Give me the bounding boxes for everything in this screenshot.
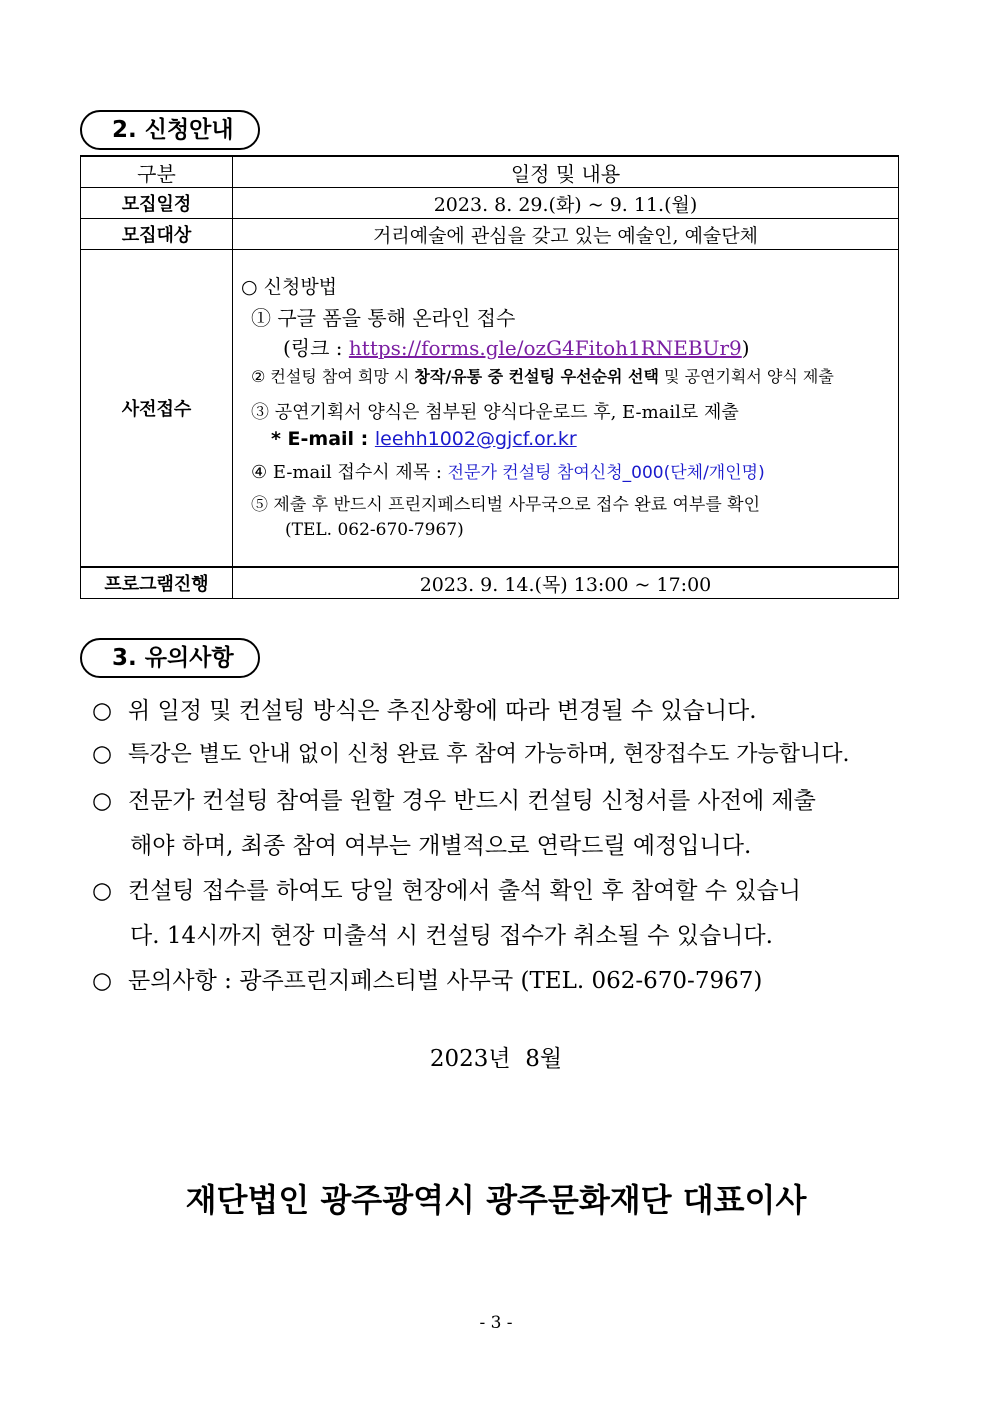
row-label-recruit-target: 모집대상 bbox=[81, 219, 233, 250]
method-item-5-tel: (TEL. 062-670-7967) bbox=[285, 520, 464, 540]
section-3-title bbox=[80, 638, 260, 678]
row-value-recruit-period: 2023. 8. 29.(화) ~ 9. 11.(월) bbox=[233, 188, 899, 219]
row-label-program: 프로그램진행 bbox=[81, 567, 233, 599]
note-text: 특강은 별도 안내 없이 신청 완료 후 참여 가능하며, 현장접수도 가능합니다. bbox=[128, 742, 850, 767]
method-item-1: ① 구글 폼을 통해 온라인 접수 bbox=[251, 306, 516, 330]
item-2-text-b: 및 공연기획서 양식 제출 bbox=[658, 367, 834, 386]
email-line bbox=[271, 428, 577, 450]
item-4-text-a: ④ E-mail 접수시 제목 : bbox=[251, 462, 448, 483]
item-4-subject: 전문가 컨설팅 참여신청_000(단체/개인명) bbox=[447, 463, 765, 483]
note-text-continued: 다. 14시까지 현장 미출석 시 컨설팅 접수가 취소될 수 있습니다. bbox=[130, 923, 773, 949]
bullet-icon: ○ bbox=[92, 968, 113, 994]
method-item-3: ③ 공연기획서 양식은 첨부된 양식다운로드 후, E-mail로 제출 bbox=[251, 402, 739, 423]
note-text: 위 일정 및 컨설팅 방식은 추진상황에 따라 변경될 수 있습니다. bbox=[128, 698, 757, 724]
row-label-recruit-period: 모집일정 bbox=[81, 188, 233, 219]
header-category: 구분 bbox=[81, 156, 233, 188]
method-item-5: ⑤ 제출 후 반드시 프린지페스티벌 사무국으로 접수 완료 여부를 확인 bbox=[251, 495, 761, 515]
table-row bbox=[81, 219, 899, 250]
page-number: - 3 - bbox=[479, 1313, 513, 1333]
table-row bbox=[81, 250, 899, 568]
note-text-continued: 해야 하며, 최종 참여 여부는 개별적으로 연락드릴 예정입니다. bbox=[130, 833, 752, 859]
note-text: 전문가 컨설팅 참여를 원할 경우 반드시 컨설팅 신청서를 사전에 제출 bbox=[128, 788, 816, 814]
application-info-table bbox=[80, 155, 899, 599]
note-item bbox=[92, 737, 849, 768]
header-content: 일정 및 내용 bbox=[233, 156, 899, 188]
note-item bbox=[92, 782, 816, 815]
section-2-title bbox=[80, 110, 260, 150]
row-value-recruit-target: 거리예술에 관심을 갖고 있는 예술인, 예술단체 bbox=[233, 219, 899, 250]
bullet-icon: ○ bbox=[92, 698, 113, 724]
note-text: 컨설팅 접수를 하여도 당일 현장에서 출석 확인 후 참여할 수 있습니 bbox=[128, 878, 801, 904]
method-heading: ○ 신청방법 bbox=[241, 276, 338, 298]
issuing-organization: 재단법인 광주광역시 광주문화재단 대표이사 bbox=[185, 1181, 807, 1219]
item-2-bold: 창작/유통 중 컨설팅 우선순위 선택 bbox=[414, 367, 659, 386]
note-item bbox=[92, 872, 801, 905]
row-value-program: 2023. 9. 14.(목) 13:00 ~ 17:00 bbox=[233, 567, 899, 599]
method-item-2 bbox=[251, 364, 834, 387]
link-suffix: ) bbox=[741, 336, 750, 360]
email-label: * E-mail : bbox=[271, 428, 375, 450]
email-link[interactable]: leehh1002@gjcf.or.kr bbox=[374, 428, 577, 450]
link-prefix: (링크 : bbox=[283, 336, 349, 360]
section-2-title-text: 2. 신청안내 bbox=[112, 117, 234, 143]
method-item-4 bbox=[251, 458, 765, 484]
row-label-pre-registration: 사전접수 bbox=[81, 250, 233, 568]
section-3-title-text: 3. 유의사항 bbox=[112, 645, 234, 671]
note-text: 문의사항 : 광주프린지페스티벌 사무국 (TEL. 062-670-7967) bbox=[128, 968, 763, 994]
table-row bbox=[81, 567, 899, 599]
note-item bbox=[92, 962, 762, 995]
bullet-icon: ○ bbox=[92, 788, 113, 814]
table-header-row bbox=[81, 156, 899, 188]
pre-registration-details bbox=[233, 250, 899, 568]
document-date: 2023년 8월 bbox=[429, 1046, 563, 1072]
google-form-link[interactable]: https://forms.gle/ozG4Fitoh1RNEBUr9 bbox=[348, 336, 742, 360]
item-2-text-a: ② 컨설팅 참여 희망 시 bbox=[251, 367, 415, 386]
method-item-1-link-line bbox=[283, 332, 750, 361]
table-row bbox=[81, 188, 899, 219]
bullet-icon: ○ bbox=[92, 878, 113, 904]
note-item bbox=[92, 692, 757, 725]
bullet-icon: ○ bbox=[92, 741, 113, 767]
